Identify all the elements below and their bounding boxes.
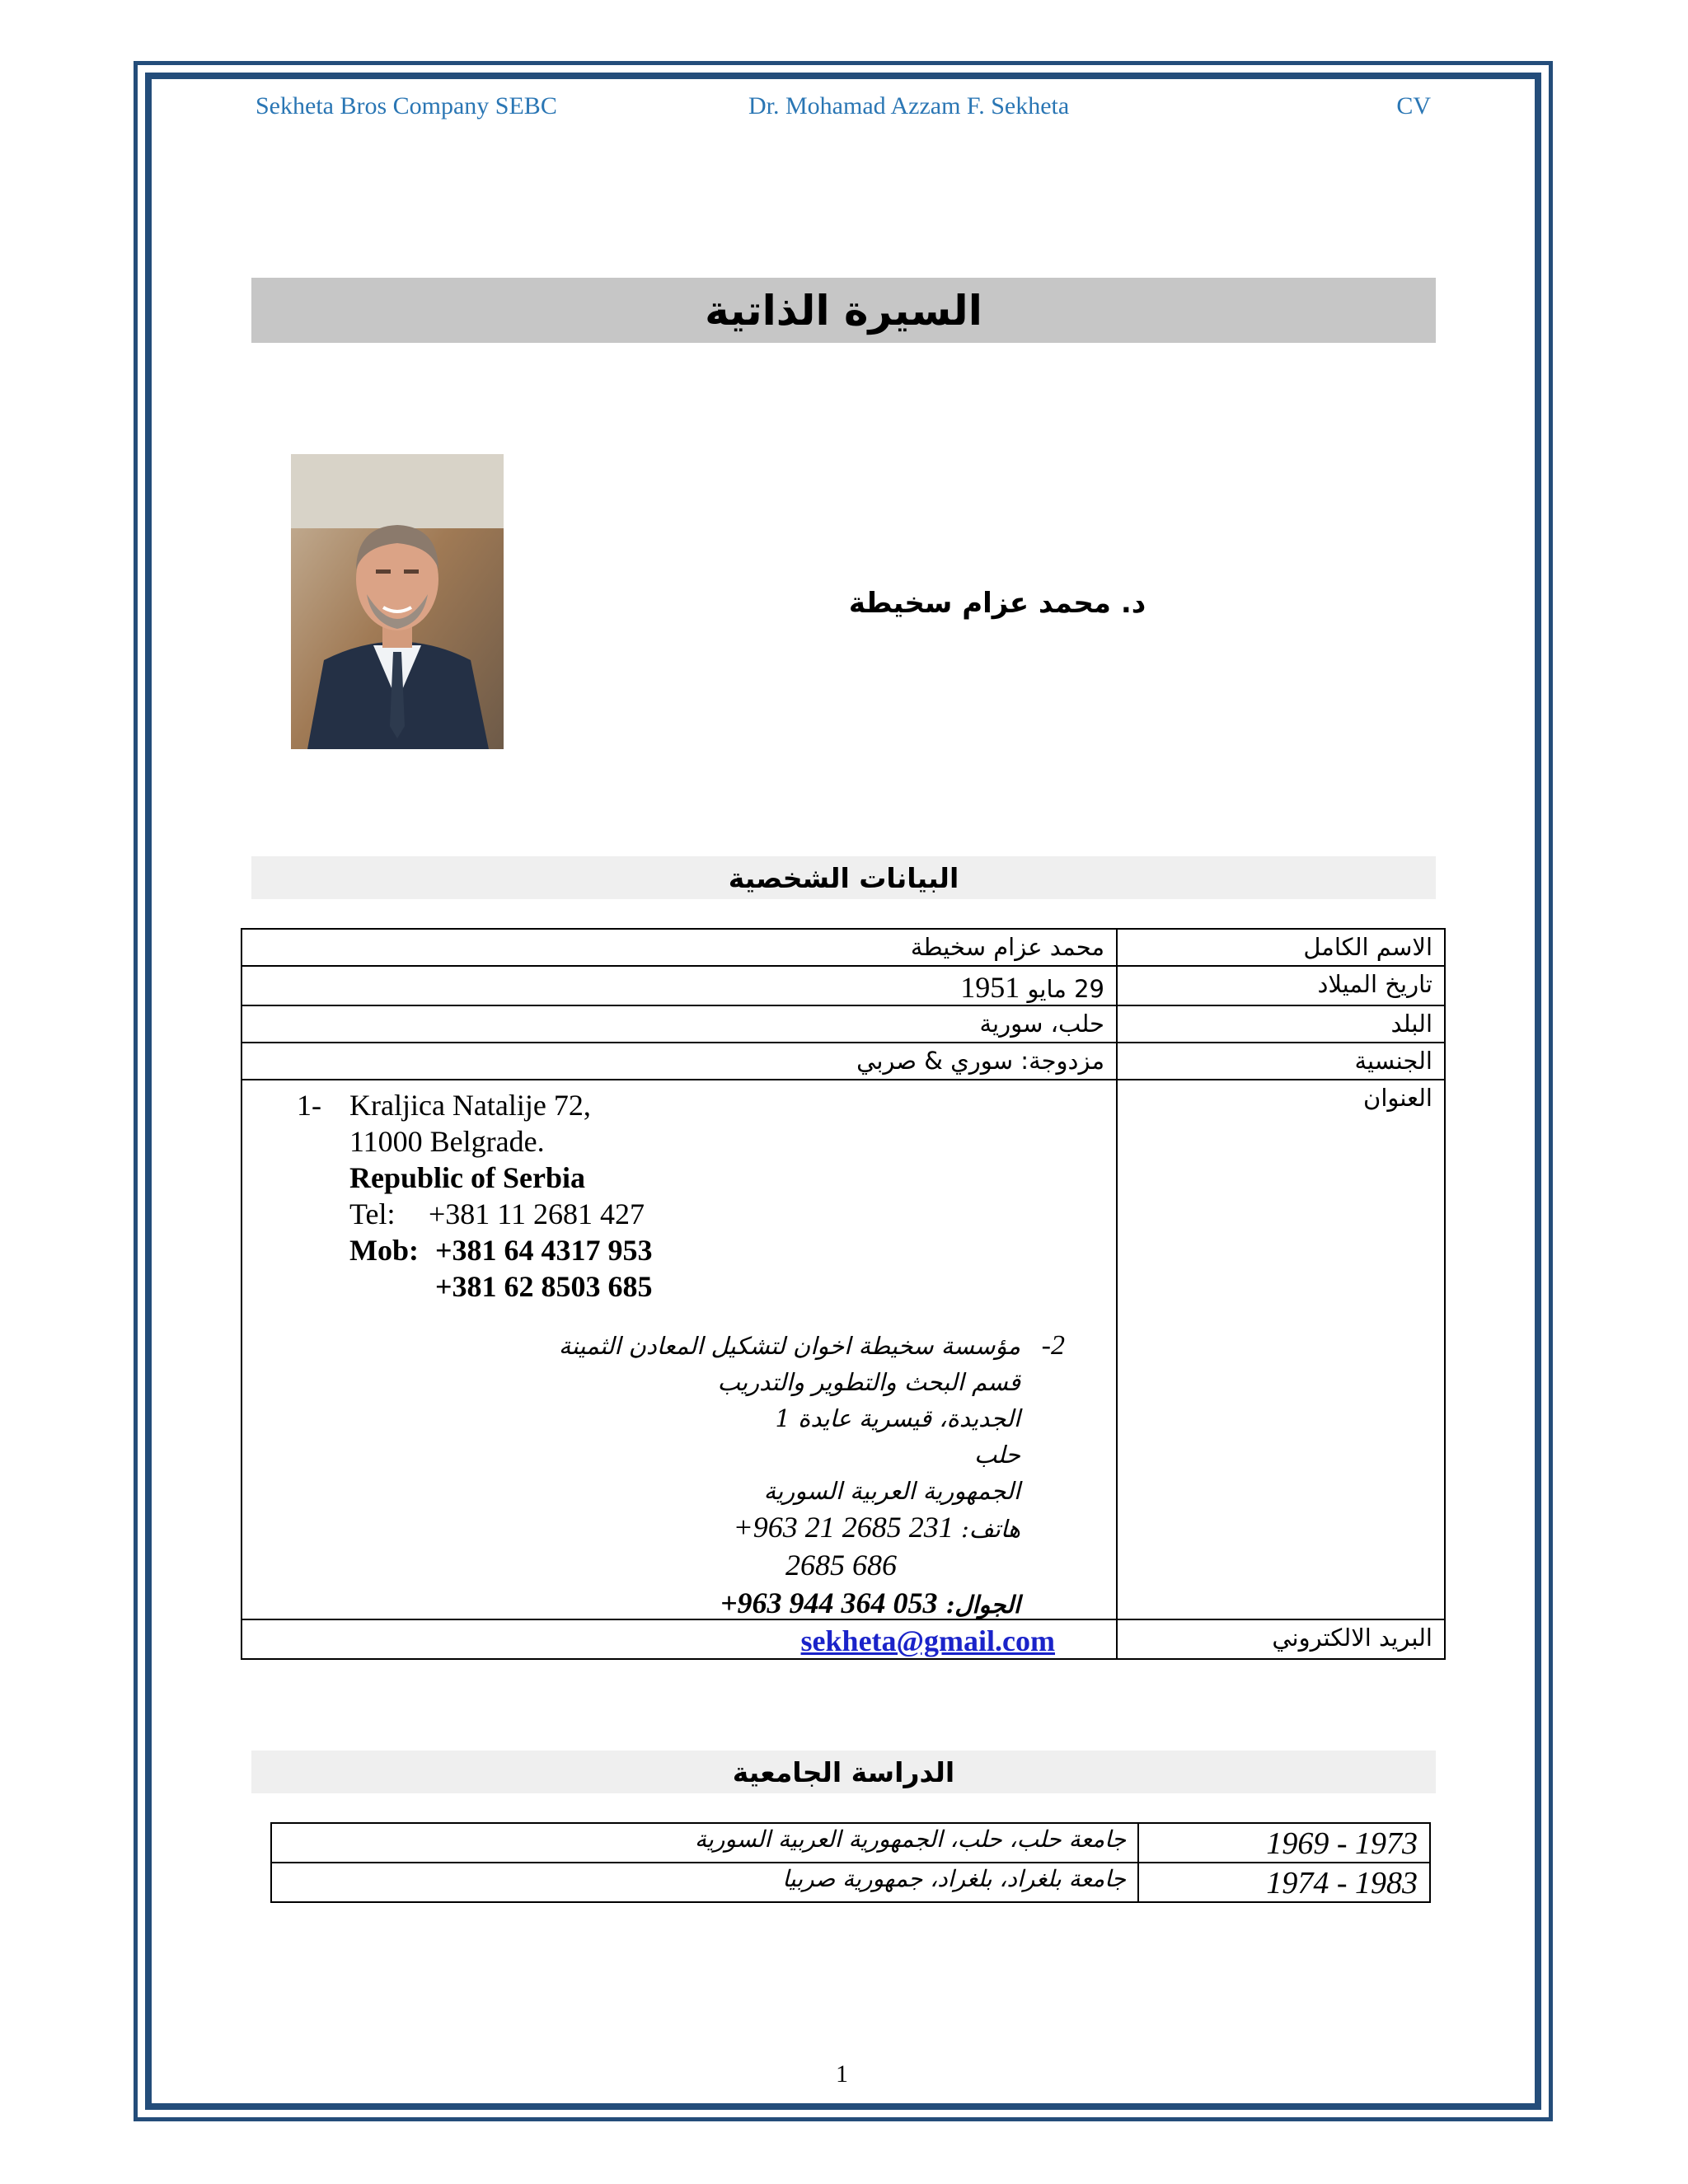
birth-date-label: تاريخ الميلاد (1117, 966, 1445, 1005)
education-years: 1974 - 1983 (1138, 1863, 1430, 1902)
education-institution: جامعة حلب، حلب، الجمهورية العربية السورية (271, 1823, 1138, 1863)
header-person: Dr. Mohamad Azzam F. Sekheta (748, 92, 1070, 120)
nationality-value: مزدوجة: سوري & صربي (241, 1043, 1117, 1080)
education-section-heading: الدراسة الجامعية (732, 1755, 955, 1788)
address-1-country: Republic of Serbia (349, 1161, 586, 1194)
birth-day-month: 29 مايو (1027, 975, 1104, 1003)
mob-label: Mob: (349, 1234, 419, 1267)
address-label: العنوان (1117, 1080, 1445, 1619)
email-value (241, 1619, 1117, 1659)
email-label: البريد الالكتروني (1117, 1619, 1445, 1659)
document-title: السيرة الذاتية (705, 286, 982, 335)
header-doc-type: CV (1396, 92, 1431, 120)
address-2-phone-2 (559, 1547, 1020, 1585)
mob-number-1: +381 64 4317 953 (435, 1234, 653, 1267)
address-2-company: مؤسسة سخيطة اخوان لتشكيل المعادن الثمينة (558, 1332, 1020, 1360)
address-1-city: 11000 Belgrade. (349, 1125, 545, 1158)
title-bar (251, 278, 1436, 343)
education-institution: جامعة بلغراد، بلغراد، جمهورية صربيا (271, 1863, 1138, 1902)
name-heading: د. محمد عزام سخيطة (848, 587, 1146, 620)
address-1-street: Kraljica Natalije 72, (349, 1089, 591, 1122)
address-2-number: 2- (1041, 1330, 1065, 1361)
tel-label: Tel: (349, 1197, 396, 1230)
header-company: Sekheta Bros Company SEBC (256, 92, 557, 120)
full-name-value: محمد عزام سخيطة (241, 929, 1117, 966)
address-2-country: الجمهورية العربية السورية (763, 1477, 1020, 1505)
phone-label: هاتف: (961, 1515, 1020, 1543)
table-row (241, 1043, 1445, 1080)
profile-photo (291, 454, 504, 749)
address-value (241, 1080, 1117, 1619)
birth-date-value (241, 966, 1117, 1005)
tel-number: +381 11 2681 427 (429, 1197, 645, 1230)
education-years: 1969 - 1973 (1138, 1823, 1430, 1863)
address-2-department: قسم البحث والتطوير والتدريب (717, 1368, 1020, 1396)
table-row (271, 1823, 1430, 1863)
address-2-city: حلب (973, 1441, 1020, 1469)
nationality-label: الجنسية (1117, 1043, 1445, 1080)
address-2-mobile (559, 1585, 1020, 1623)
table-row (241, 966, 1445, 1005)
country-value: حلب، سورية (241, 1005, 1117, 1043)
table-row (241, 1619, 1445, 1659)
country-label: البلد (1117, 1005, 1445, 1043)
address-1-mob (349, 1232, 653, 1268)
phone-number-2: 2685 686 (785, 1549, 897, 1582)
personal-section-bar (251, 856, 1436, 899)
full-name-label: الاسم الكامل (1117, 929, 1445, 966)
education-section-bar (251, 1750, 1436, 1793)
table-row (241, 1080, 1445, 1619)
table-row (241, 929, 1445, 966)
address-1-number: 1- (297, 1089, 321, 1122)
address-2-phone (559, 1509, 1020, 1547)
phone-number-1: +963 21 2685 231 (733, 1511, 954, 1544)
table-row (241, 1005, 1445, 1043)
address-2-street: الجديدة، قيسرية عايدة 1 (775, 1404, 1020, 1432)
education-table (270, 1822, 1431, 1903)
table-row (271, 1863, 1430, 1902)
personal-data-table (241, 928, 1446, 1660)
mobile-label: الجوال: (945, 1591, 1020, 1619)
address-aleppo (558, 1328, 1065, 1623)
page-number: 1 (836, 2060, 848, 2088)
mob-number-2: +381 62 8503 685 (435, 1270, 653, 1303)
address-belgrade (297, 1087, 653, 1305)
address-1-tel (349, 1196, 653, 1232)
email-link[interactable]: sekheta@gmail.com (800, 1624, 1055, 1657)
birth-year: 1951 (960, 971, 1020, 1004)
mobile-number: +963 944 364 053 (720, 1586, 938, 1619)
personal-section-heading: البيانات الشخصية (728, 861, 959, 894)
